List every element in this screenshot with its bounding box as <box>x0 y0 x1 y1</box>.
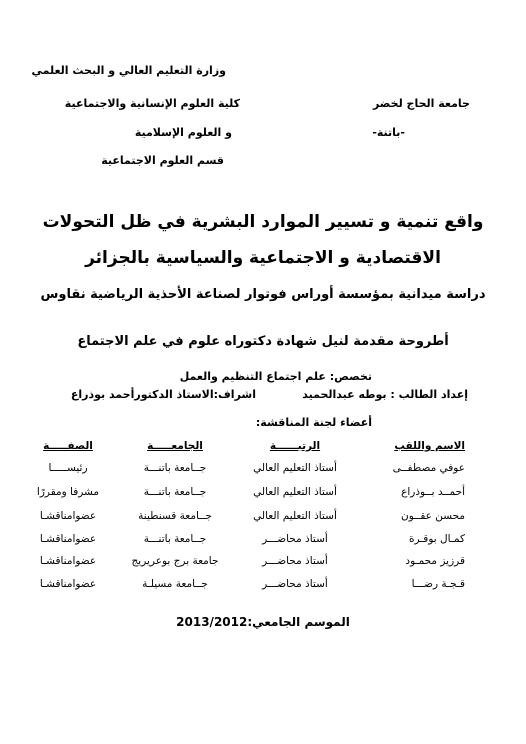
thesis-title-line-1: واقع تنمية و تسيير الموارد البشرية في ظل التحولات <box>42 212 484 232</box>
university-name: جامعة الحاج لخضر <box>372 97 470 110</box>
column-header-university: الجامعـــــة <box>147 440 203 452</box>
member-name: قـجـة رضـــا <box>411 578 465 590</box>
ministry-line: وزارة التعليم العالي و البحث العلمي <box>31 64 226 77</box>
department-name: قسم العلوم الاجتماعية <box>101 154 224 167</box>
faculty-line-1: كلية العلوم الإنسانية والاجتماعية <box>64 97 240 110</box>
member-name: محسن عقــون <box>401 510 465 522</box>
member-role: عضوامناقشـا <box>39 555 97 567</box>
member-rank: أستاذ محاضـــر <box>262 533 328 545</box>
member-rank: أستاذ التعليم العالي <box>253 462 337 474</box>
member-role: رئيســـــا <box>48 462 88 474</box>
column-header-rank: الرتبــــــة <box>269 440 321 452</box>
member-university: جامعة برج بوعريريج <box>131 555 219 567</box>
member-rank: أستاذ التعليم العالي <box>253 486 337 498</box>
prepared-by: إعداد الطالب : بوطه عبدالحميد <box>302 388 468 401</box>
member-rank: أستاذ محاضـــر <box>262 578 328 590</box>
member-role: مشرفا ومقررًا <box>36 486 100 498</box>
member-rank: أستاذ محاضـــر <box>262 555 328 567</box>
faculty-line-2: و العلوم الإسلامية <box>134 126 232 139</box>
committee-heading: أعضاء لجنة المناقشة: <box>255 416 372 429</box>
column-header-role: الصفـــــة <box>43 440 93 452</box>
column-header-name: الاسم واللقب <box>394 440 465 452</box>
member-name: قرزيز محمـود <box>405 555 465 567</box>
thesis-subtitle: دراسة ميدانية بمؤسسة أوراس فوتوار لصناعة الأحذية الرياضية نقاوس <box>40 287 486 302</box>
supervisor: اشراف:الاستاذ الدكتورأحمد بوذراع <box>70 388 256 401</box>
member-role: عضوامناقشـا <box>39 578 97 590</box>
member-university: جــامعة قسنطينة <box>138 510 212 522</box>
academic-year: الموسم الجامعي:2013/2012 <box>176 615 350 629</box>
member-role: عضوامناقشـا <box>39 510 97 522</box>
member-name: أحمــد بــوذراع <box>401 486 465 498</box>
member-university: جــامعة باتنـــة <box>143 486 207 498</box>
member-university: جــامعة مسيلـة <box>142 578 208 590</box>
university-city: -باتنة- <box>372 126 405 139</box>
member-university: جــامعة باتنـــة <box>143 533 207 545</box>
thesis-statement: أطروحة مقدمة لنيل شهادة دكتوراه علوم في علم الاجتماع <box>77 334 449 349</box>
member-role: عضوامناقشـا <box>39 533 97 545</box>
member-name: عوفي مصطفــى <box>392 462 465 474</box>
member-university: جــامعة باتنـــة <box>143 462 207 474</box>
thesis-title-line-2: الاقتصادية و الاجتماعية والسياسية بالجزائر <box>85 248 441 268</box>
member-rank: أستاذ التعليم العالي <box>253 510 337 522</box>
member-name: كمـال بوقـرة <box>408 533 465 545</box>
specialty: تخصص: علم اجتماع التنظيم والعمل <box>179 370 372 383</box>
